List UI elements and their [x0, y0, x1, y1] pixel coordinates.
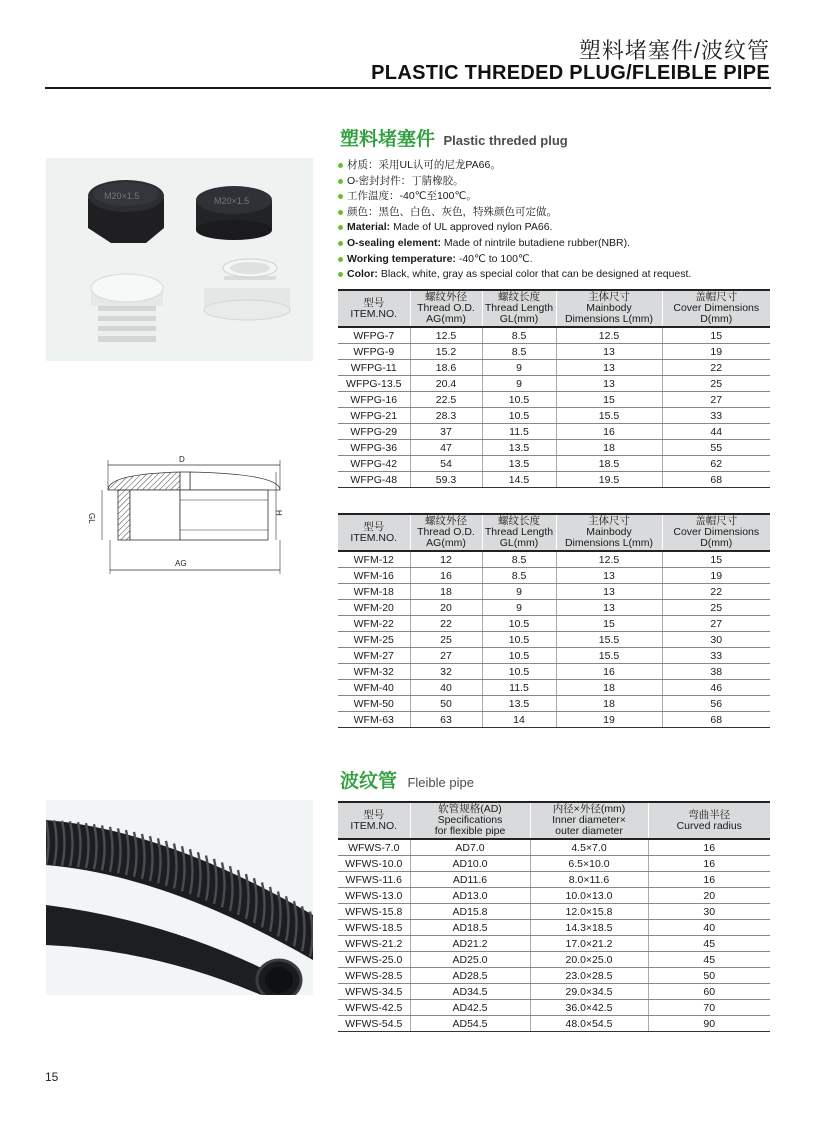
- table-cell: AD25.0: [410, 952, 530, 968]
- table-cell: 27: [662, 392, 770, 408]
- spec-bullet-cn: [338, 205, 691, 221]
- table-cell: 20.0×25.0: [530, 952, 648, 968]
- table-row: [338, 936, 770, 952]
- item-number-cell: WFM-22: [338, 616, 410, 632]
- plug-label-1: M20×1.5: [104, 191, 140, 201]
- pipe-photo: [46, 800, 313, 995]
- column-header-line: 螺纹外径: [425, 515, 467, 527]
- table-cell: AD42.5: [410, 1000, 530, 1016]
- column-header-line: 型号: [363, 808, 385, 821]
- table-cell: 13: [556, 344, 662, 360]
- dim-label-d: D: [179, 455, 185, 464]
- table-cell: 18.5: [556, 456, 662, 472]
- table-cell: 14.5: [482, 472, 556, 488]
- table-cell: 29.0×34.5: [530, 984, 648, 1000]
- column-header-line: ITEM.NO.: [350, 531, 398, 544]
- item-number-cell: WFWS-28.5: [338, 968, 410, 984]
- table-cell: 10.5: [482, 648, 556, 664]
- column-header-line: Curved radius: [676, 819, 742, 832]
- table-cell: 15: [556, 616, 662, 632]
- item-number-cell: WFWS-11.6: [338, 872, 410, 888]
- column-header: [648, 802, 770, 839]
- table-cell: 33: [662, 648, 770, 664]
- item-number-cell: WFM-50: [338, 696, 410, 712]
- table-cell: 25: [410, 632, 482, 648]
- table-row: [338, 472, 770, 488]
- table-cell: 16: [556, 424, 662, 440]
- table-cell: 22: [662, 360, 770, 376]
- bullet-text: Made of UL approved nylon PA66.: [390, 221, 553, 234]
- table-row: [338, 632, 770, 648]
- table-row: [338, 440, 770, 456]
- item-number-cell: WFWS-54.5: [338, 1016, 410, 1032]
- table-row: [338, 664, 770, 680]
- column-header: [338, 802, 410, 839]
- pipe-section-title-en: Fleible pipe: [407, 775, 474, 790]
- table-row: [338, 696, 770, 712]
- item-number-cell: WFWS-25.0: [338, 952, 410, 968]
- table-cell: AD7.0: [410, 839, 530, 856]
- table-cell: 19.5: [556, 472, 662, 488]
- item-number-cell: WFM-63: [338, 712, 410, 728]
- page-number: 15: [45, 1070, 59, 1084]
- table-cell: 47: [410, 440, 482, 456]
- item-number-cell: WFPG-16: [338, 392, 410, 408]
- column-header-line: Mainbody: [586, 302, 632, 314]
- column-header-line: Dimensions L(mm): [564, 313, 654, 325]
- item-number-cell: WFWS-34.5: [338, 984, 410, 1000]
- table-row: [338, 839, 770, 856]
- spec-bullet-cn: [338, 189, 691, 205]
- item-number-cell: WFPG-42: [338, 456, 410, 472]
- spec-bullet-en: [338, 252, 691, 268]
- item-number-cell: WFWS-15.8: [338, 904, 410, 920]
- table-row: [338, 456, 770, 472]
- table-cell: 10.0×13.0: [530, 888, 648, 904]
- table-cell: 17.0×21.2: [530, 936, 648, 952]
- table-cell: 16: [648, 872, 770, 888]
- table-cell: 16: [410, 568, 482, 584]
- column-header-line: ITEM.NO.: [350, 307, 398, 320]
- column-header-line: Mainbody: [586, 526, 632, 538]
- table-row: [338, 408, 770, 424]
- column-header-line: Thread O.D.: [417, 302, 475, 314]
- table-row: [338, 327, 770, 344]
- column-header-line: 螺纹外径: [425, 291, 467, 303]
- table-cell: 19: [662, 568, 770, 584]
- plug-section-heading: [340, 124, 568, 151]
- table-cell: 20: [410, 600, 482, 616]
- table-cell: 23.0×28.5: [530, 968, 648, 984]
- column-header-line: Specifications: [437, 814, 503, 826]
- column-header-line: 螺纹长度: [498, 291, 540, 303]
- table-row: [338, 712, 770, 728]
- table-cell: 13: [556, 584, 662, 600]
- column-header-line: Cover Dimensions: [673, 302, 760, 314]
- column-header-line: 弯曲半径: [688, 808, 731, 821]
- column-header-line: 内径×外径(mm): [552, 803, 626, 815]
- table-row: [338, 952, 770, 968]
- table-cell: 55: [662, 440, 770, 456]
- dim-label-gl: GL: [87, 513, 96, 524]
- table-cell: 12.5: [410, 327, 482, 344]
- table-cell: 13.5: [482, 456, 556, 472]
- item-number-cell: WFPG-13.5: [338, 376, 410, 392]
- page-title-cn: 塑料堵塞件/波纹管: [578, 38, 770, 63]
- column-header-line: GL(mm): [499, 537, 539, 549]
- table-cell: 8.5: [482, 344, 556, 360]
- table-cell: 68: [662, 712, 770, 728]
- item-number-cell: WFM-20: [338, 600, 410, 616]
- table-cell: 56: [662, 696, 770, 712]
- table-cell: 20.4: [410, 376, 482, 392]
- table-cell: 8.0×11.6: [530, 872, 648, 888]
- table-cell: 10.5: [482, 392, 556, 408]
- table-cell: AD15.8: [410, 904, 530, 920]
- column-header-line: 型号: [363, 296, 385, 309]
- item-number-cell: WFPG-21: [338, 408, 410, 424]
- table-row: [338, 600, 770, 616]
- table-row: [338, 1016, 770, 1032]
- column-header-line: Dimensions L(mm): [564, 537, 654, 549]
- table-cell: 70: [648, 1000, 770, 1016]
- table-cell: AD18.5: [410, 920, 530, 936]
- header-rule: [45, 87, 771, 89]
- table-row: [338, 648, 770, 664]
- table-row: [338, 872, 770, 888]
- table-row: [338, 568, 770, 584]
- table-cell: 40: [648, 920, 770, 936]
- table-row: [338, 888, 770, 904]
- table-cell: 9: [482, 600, 556, 616]
- table-cell: AD13.0: [410, 888, 530, 904]
- table-cell: 13.5: [482, 440, 556, 456]
- column-header-line: 盖帽尺寸: [695, 291, 738, 303]
- plug-section-title-cn: 塑料堵塞件: [340, 129, 436, 150]
- table-cell: AD54.5: [410, 1016, 530, 1032]
- item-number-cell: WFWS-7.0: [338, 839, 410, 856]
- plug-photo: [46, 158, 313, 361]
- table-cell: 63: [410, 712, 482, 728]
- item-number-cell: WFM-27: [338, 648, 410, 664]
- table-cell: 33: [662, 408, 770, 424]
- table-row: [338, 616, 770, 632]
- table-row: [338, 360, 770, 376]
- column-header-line: AG(mm): [426, 537, 466, 549]
- dim-label-h: H: [274, 510, 283, 516]
- table-cell: 12: [410, 551, 482, 568]
- table-cell: 27: [410, 648, 482, 664]
- table-cell: 68: [662, 472, 770, 488]
- table-cell: 15: [662, 327, 770, 344]
- table-cell: AD21.2: [410, 936, 530, 952]
- table-cell: 15: [662, 551, 770, 568]
- item-number-cell: WFM-16: [338, 568, 410, 584]
- column-header: [556, 514, 662, 551]
- column-header: [662, 290, 770, 327]
- table-cell: 11.5: [482, 424, 556, 440]
- table-cell: 16: [556, 664, 662, 680]
- table-cell: 8.5: [482, 327, 556, 344]
- bullet-text: 工作温度：-40℃至100℃。: [347, 190, 477, 203]
- item-number-cell: WFM-12: [338, 551, 410, 568]
- table-header-row: [338, 290, 770, 327]
- bullet-dot: [338, 241, 343, 246]
- plug-section-title-en: Plastic threded plug: [443, 133, 568, 148]
- bullet-label: Material:: [347, 221, 391, 234]
- item-number-cell: WFWS-10.0: [338, 856, 410, 872]
- table-cell: 9: [482, 584, 556, 600]
- column-header: [338, 514, 410, 551]
- table-cell: 30: [648, 904, 770, 920]
- item-number-cell: WFPG-11: [338, 360, 410, 376]
- table-cell: 18: [410, 584, 482, 600]
- column-header-line: 盖帽尺寸: [695, 515, 738, 527]
- column-header-line: D(mm): [700, 313, 733, 325]
- bullet-dot: [338, 210, 343, 215]
- table-row: [338, 856, 770, 872]
- table-cell: 9: [482, 376, 556, 392]
- table-cell: 50: [410, 696, 482, 712]
- dimension-drawing: [80, 450, 305, 580]
- column-header-line: ITEM.NO.: [350, 819, 398, 832]
- table-cell: 9: [482, 360, 556, 376]
- table-cell: 28.3: [410, 408, 482, 424]
- table-cell: AD28.5: [410, 968, 530, 984]
- bullet-dot: [338, 163, 343, 168]
- table-cell: 44: [662, 424, 770, 440]
- pipe-section-heading: [340, 766, 474, 793]
- column-header: [662, 514, 770, 551]
- column-header-line: 软管规格(AD): [438, 803, 502, 815]
- table-cell: 10.5: [482, 616, 556, 632]
- table-cell: 16: [648, 839, 770, 856]
- dim-label-ag: AG: [175, 559, 187, 568]
- table-cell: 32: [410, 664, 482, 680]
- bullet-label: Working temperature:: [347, 252, 456, 265]
- table-cell: 6.5×10.0: [530, 856, 648, 872]
- bullet-label: Color:: [347, 268, 378, 281]
- table-cell: 22: [410, 616, 482, 632]
- table-cell: 12.0×15.8: [530, 904, 648, 920]
- table-header-row: [338, 514, 770, 551]
- table-row: [338, 968, 770, 984]
- table-cell: 36.0×42.5: [530, 1000, 648, 1016]
- table-row: [338, 904, 770, 920]
- table-cell: 54: [410, 456, 482, 472]
- table-cell: 30: [662, 632, 770, 648]
- table-cell: 18: [556, 440, 662, 456]
- bullet-text: 材质：采用UL认可的尼龙PA66。: [347, 159, 501, 171]
- item-number-cell: WFPG-9: [338, 344, 410, 360]
- wfws-table: [338, 801, 770, 1032]
- item-number-cell: WFPG-36: [338, 440, 410, 456]
- table-cell: 45: [648, 952, 770, 968]
- table-row: [338, 551, 770, 568]
- bullet-dot: [338, 179, 343, 184]
- table-cell: 45: [648, 936, 770, 952]
- table-cell: 60: [648, 984, 770, 1000]
- table-cell: 90: [648, 1016, 770, 1032]
- item-number-cell: WFM-40: [338, 680, 410, 696]
- table-cell: 50: [648, 968, 770, 984]
- table-cell: 8.5: [482, 551, 556, 568]
- table-cell: 18: [556, 680, 662, 696]
- table-cell: 8.5: [482, 568, 556, 584]
- table-cell: 15.2: [410, 344, 482, 360]
- table-cell: 11.5: [482, 680, 556, 696]
- column-header: [482, 290, 556, 327]
- table-header-row: [338, 802, 770, 839]
- pipe-photo-image: [46, 800, 313, 995]
- table-cell: 13: [556, 376, 662, 392]
- table-cell: 22.5: [410, 392, 482, 408]
- table-cell: 20: [648, 888, 770, 904]
- wfpg-table: [338, 289, 770, 488]
- table-cell: AD11.6: [410, 872, 530, 888]
- table-cell: 13: [556, 600, 662, 616]
- table-cell: 15.5: [556, 408, 662, 424]
- table-cell: 10.5: [482, 664, 556, 680]
- table-cell: 15.5: [556, 632, 662, 648]
- table-cell: 18: [556, 696, 662, 712]
- table-row: [338, 1000, 770, 1016]
- table-cell: 13: [556, 360, 662, 376]
- bullet-text: Black, white, gray as special color that can be designed at request.: [377, 268, 692, 281]
- table-row: [338, 680, 770, 696]
- plug-spec-list: [338, 158, 691, 283]
- item-number-cell: WFPG-29: [338, 424, 410, 440]
- table-cell: AD34.5: [410, 984, 530, 1000]
- bullet-label: O-sealing element:: [347, 236, 441, 249]
- item-number-cell: WFM-18: [338, 584, 410, 600]
- column-header-line: AG(mm): [426, 313, 466, 325]
- column-header-line: Thread O.D.: [417, 526, 475, 538]
- table-cell: 59.3: [410, 472, 482, 488]
- table-cell: 48.0×54.5: [530, 1016, 648, 1032]
- column-header-line: Inner diameter×: [552, 814, 626, 826]
- bullet-text: Made of nintrile butadiene rubber(NBR).: [440, 236, 631, 249]
- table-row: [338, 424, 770, 440]
- item-number-cell: WFM-32: [338, 664, 410, 680]
- table-cell: 25: [662, 600, 770, 616]
- bullet-dot: [338, 225, 343, 230]
- table-cell: 15: [556, 392, 662, 408]
- column-header-line: Thread Length: [484, 526, 554, 538]
- table-cell: 22: [662, 584, 770, 600]
- table-cell: 4.5×7.0: [530, 839, 648, 856]
- table-cell: 37: [410, 424, 482, 440]
- bullet-dot: [338, 272, 343, 277]
- column-header: [410, 514, 482, 551]
- table-cell: 14: [482, 712, 556, 728]
- column-header: [556, 290, 662, 327]
- table-cell: 14.3×18.5: [530, 920, 648, 936]
- column-header: [338, 290, 410, 327]
- item-number-cell: WFM-25: [338, 632, 410, 648]
- table-cell: 13: [556, 568, 662, 584]
- item-number-cell: WFWS-42.5: [338, 1000, 410, 1016]
- item-number-cell: WFPG-7: [338, 327, 410, 344]
- pipe-section-title-cn: 波纹管: [340, 771, 398, 792]
- table-row: [338, 984, 770, 1000]
- bullet-dot: [338, 257, 343, 262]
- spec-bullet-cn: [338, 174, 691, 190]
- bullet-text: -40℃ to 100℃.: [455, 252, 533, 265]
- table-cell: 16: [648, 856, 770, 872]
- column-header-line: 螺纹长度: [498, 515, 540, 527]
- table-cell: 62: [662, 456, 770, 472]
- column-header-line: D(mm): [700, 537, 733, 549]
- item-number-cell: WFWS-21.2: [338, 936, 410, 952]
- column-header-line: Cover Dimensions: [673, 526, 760, 538]
- column-header-line: outer diameter: [555, 825, 623, 837]
- table-cell: 15.5: [556, 648, 662, 664]
- column-header-line: GL(mm): [499, 313, 539, 325]
- spec-bullet-en: [338, 267, 691, 283]
- table-cell: 13.5: [482, 696, 556, 712]
- spec-bullet-en: [338, 220, 691, 236]
- bullet-text: O-密封封件：丁腈橡胶。: [347, 174, 464, 187]
- spec-bullet-cn: [338, 158, 691, 174]
- column-header-line: 主体尺寸: [588, 291, 630, 303]
- column-header: [530, 802, 648, 839]
- table-cell: 19: [556, 712, 662, 728]
- item-number-cell: WFPG-48: [338, 472, 410, 488]
- table-cell: 12.5: [556, 551, 662, 568]
- column-header: [410, 290, 482, 327]
- column-header-line: Thread Length: [484, 302, 554, 314]
- item-number-cell: WFWS-13.0: [338, 888, 410, 904]
- column-header-line: for flexible pipe: [434, 825, 506, 837]
- bullet-text: 颜色：黑色、白色、灰色，特殊颜色可定做。: [347, 205, 557, 218]
- wfm-table: [338, 513, 770, 728]
- table-cell: 10.5: [482, 632, 556, 648]
- column-header-line: 型号: [363, 520, 385, 533]
- table-row: [338, 376, 770, 392]
- table-cell: 46: [662, 680, 770, 696]
- table-cell: 19: [662, 344, 770, 360]
- table-row: [338, 344, 770, 360]
- table-row: [338, 920, 770, 936]
- table-cell: 10.5: [482, 408, 556, 424]
- column-header: [482, 514, 556, 551]
- table-cell: 27: [662, 616, 770, 632]
- plug-photo-image: [46, 158, 313, 361]
- table-cell: 38: [662, 664, 770, 680]
- table-row: [338, 584, 770, 600]
- plug-dimension-diagram: [80, 450, 305, 580]
- item-number-cell: WFWS-18.5: [338, 920, 410, 936]
- spec-bullet-en: [338, 236, 691, 252]
- table-cell: 40: [410, 680, 482, 696]
- table-cell: 12.5: [556, 327, 662, 344]
- table-cell: 25: [662, 376, 770, 392]
- column-header: [410, 802, 530, 839]
- table-row: [338, 392, 770, 408]
- table-cell: AD10.0: [410, 856, 530, 872]
- bullet-dot: [338, 194, 343, 199]
- table-cell: 18.6: [410, 360, 482, 376]
- page-title-en: PLASTIC THREDED PLUG/FLEIBLE PIPE: [371, 62, 770, 84]
- column-header-line: 主体尺寸: [588, 515, 630, 527]
- plug-label-2: M20×1.5: [214, 196, 250, 206]
